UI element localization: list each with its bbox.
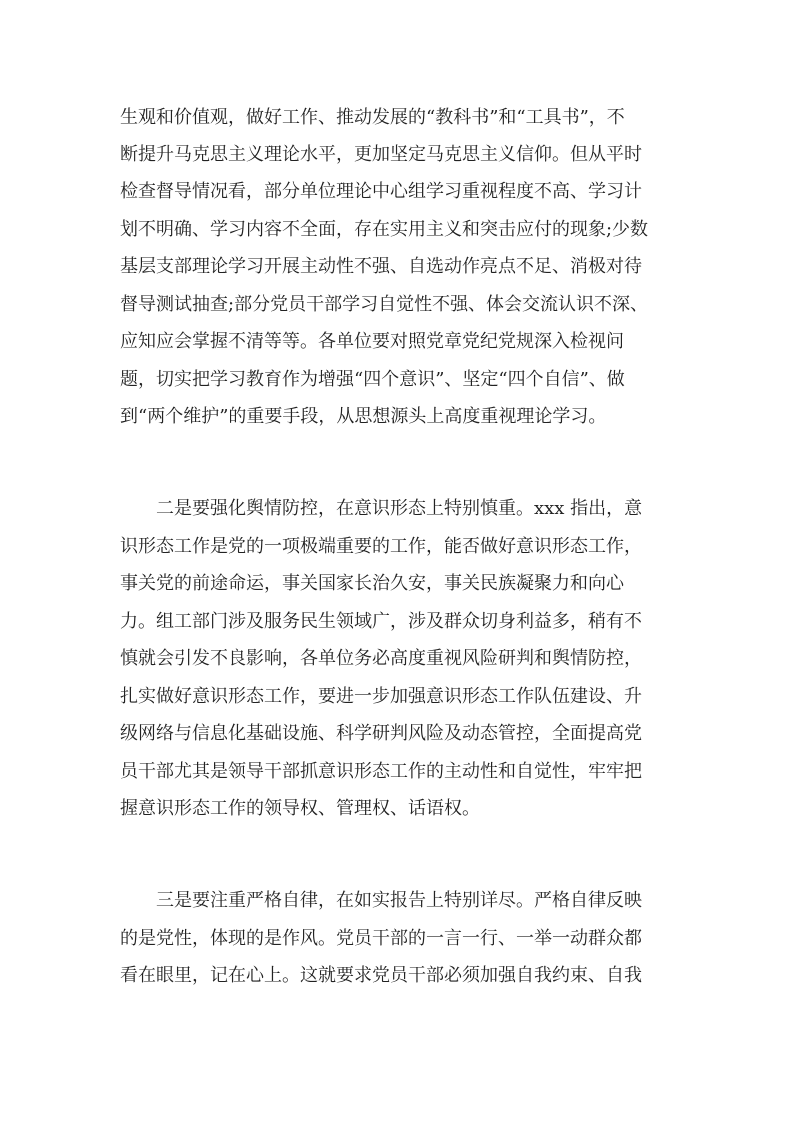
text-line: 看在眼里，记在心上。这就要求党员干部必须加强自我约束、自我 xyxy=(120,965,642,986)
text-line: 扎实做好意识形态工作，要进一步加强意识形态工作队伍建设、升 xyxy=(120,686,642,707)
text-line: 级网络与信息化基础设施、科学研判风险及动态管控，全面提高党 xyxy=(120,723,642,744)
text-line: 应知应会掌握不清等等。各单位要对照党章党纪党规深入检视问 xyxy=(120,331,624,352)
text-line: 断提升马克思主义理论水平，更加坚定马克思主义信仰。但从平时 xyxy=(120,144,642,165)
text-line: 划不明确、学习内容不全面，存在实用主义和突击应付的现象;少数 xyxy=(120,219,649,240)
text-line: 三是要注重严格自律，在如实报告上特别详尽。严格自律反映 xyxy=(156,890,642,911)
text-line: 到“两个维护”的重要手段，从思想源头上高度重视理论学习。 xyxy=(120,406,607,427)
text-line: 督导测试抽查;部分党员干部学习自觉性不强、体会交流认识不深、 xyxy=(120,294,649,315)
text-line: 力。组工部门涉及服务民生领域广，涉及群众切身利益多，稍有不 xyxy=(120,611,642,632)
text-line: 基层支部理论学习开展主动性不强、自选动作亮点不足、消极对待 xyxy=(120,256,642,277)
text-line: 事关党的前途命运，事关国家长治久安，事关民族凝聚力和向心 xyxy=(120,573,624,594)
text-line: 识形态工作是党的一项极端重要的工作，能否做好意识形态工作， xyxy=(120,536,642,557)
text-line: 员干部尤其是领导干部抓意识形态工作的主动性和自觉性，牢牢把 xyxy=(120,761,642,782)
text-line: 慎就会引发不良影响，各单位务必高度重视风险研判和舆情防控， xyxy=(120,648,642,669)
text-line: 生观和价值观，做好工作、推动发展的“教科书”和“工具书”，不 xyxy=(120,107,625,128)
text-line: 检查督导情况看，部分单位理论中心组学习重视程度不高、学习计 xyxy=(120,181,642,202)
text-line: 握意识形态工作的领导权、管理权、话语权。 xyxy=(120,798,480,819)
text-line: 题，切实把学习教育作为增强“四个意识”、坚定“四个自信”、做 xyxy=(120,369,625,390)
text-line: 的是党性，体现的是作风。党员干部的一言一行、一举一动群众都 xyxy=(120,928,642,949)
text-line: 二是要强化舆情防控，在意识形态上特别慎重。xxx 指出，意 xyxy=(156,498,643,519)
